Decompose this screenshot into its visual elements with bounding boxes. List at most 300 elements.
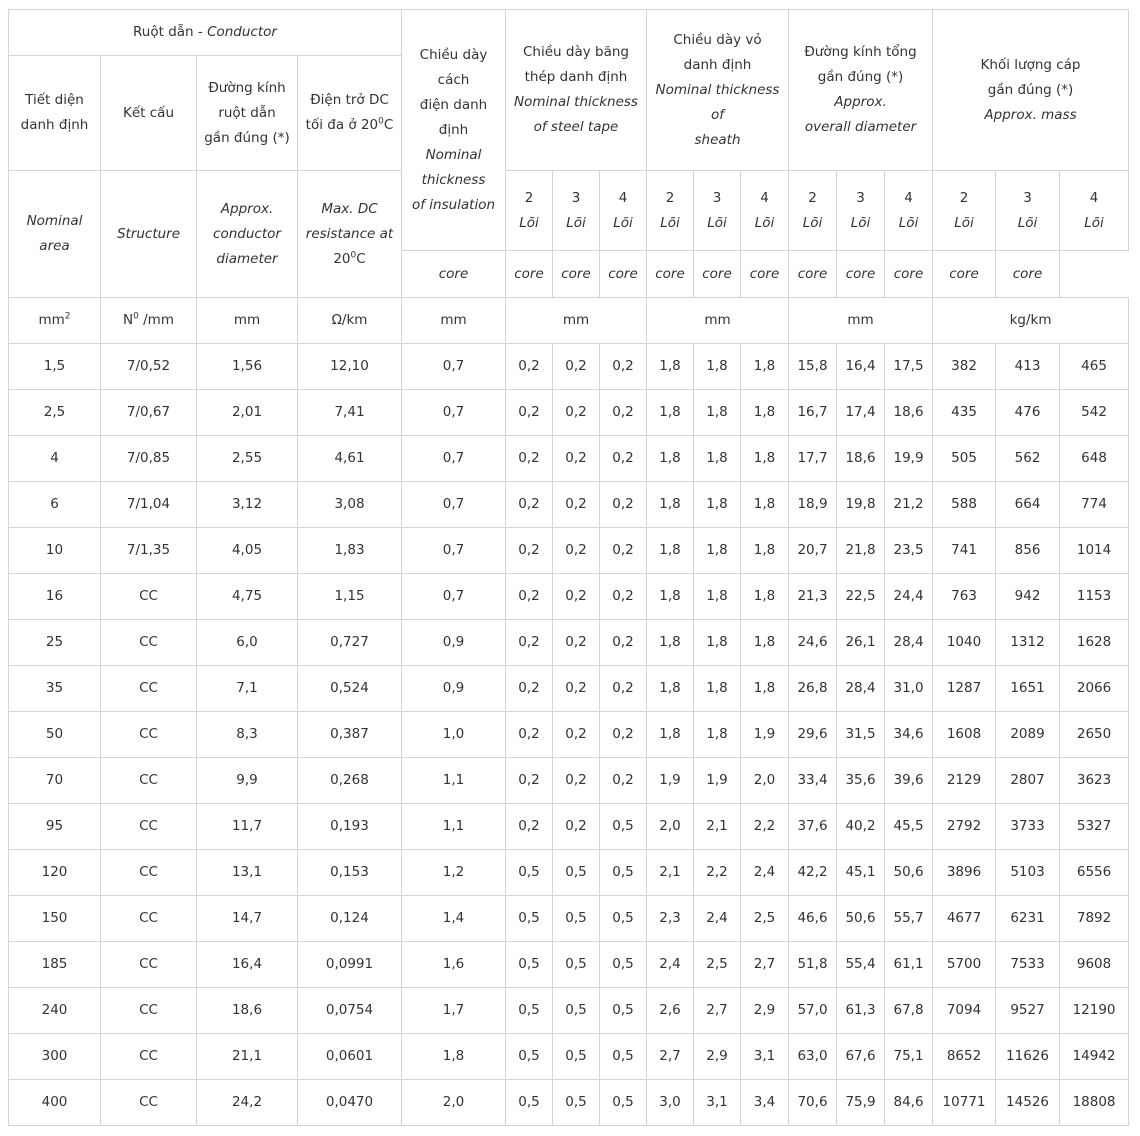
table-cell: 0,9 bbox=[402, 620, 506, 666]
table-cell: 0,5 bbox=[506, 1080, 553, 1126]
table-cell: 0,2 bbox=[506, 482, 553, 528]
table-cell: 14942 bbox=[1060, 1034, 1129, 1080]
table-cell: 50,6 bbox=[885, 850, 933, 896]
table-cell: 3,1 bbox=[741, 1034, 789, 1080]
table-cell: 1,8 bbox=[647, 574, 694, 620]
table-cell: 0,2 bbox=[506, 528, 553, 574]
table-cell: 2066 bbox=[1060, 666, 1129, 712]
unit-resistance: Ω/km bbox=[298, 298, 402, 344]
table-cell: 0,7 bbox=[402, 436, 506, 482]
table-row bbox=[9, 1080, 1129, 1126]
table-cell: 84,6 bbox=[885, 1080, 933, 1126]
table-cell: 34,6 bbox=[885, 712, 933, 758]
table-cell: 0,5 bbox=[553, 1034, 600, 1080]
table-cell: 0,7 bbox=[402, 528, 506, 574]
table-cell: 95 bbox=[9, 804, 101, 850]
table-cell: 35 bbox=[9, 666, 101, 712]
table-cell: CC bbox=[101, 758, 197, 804]
table-cell: 1,8 bbox=[741, 528, 789, 574]
table-row bbox=[9, 344, 1129, 390]
table-cell: 16 bbox=[9, 574, 101, 620]
table-row bbox=[9, 482, 1129, 528]
table-cell: 1,15 bbox=[298, 574, 402, 620]
table-cell: 9608 bbox=[1060, 942, 1129, 988]
table-cell: 26,1 bbox=[837, 620, 885, 666]
table-cell: 0,7 bbox=[402, 390, 506, 436]
table-row bbox=[9, 436, 1129, 482]
sheath-4-core-header: 4 Lõi bbox=[741, 171, 789, 251]
table-cell: 0,0601 bbox=[298, 1034, 402, 1080]
cable-mass-header: Khối lượng cáp gần đúng (*) Approx. mass bbox=[933, 10, 1129, 171]
table-cell: 741 bbox=[933, 528, 996, 574]
table-cell: 61,1 bbox=[885, 942, 933, 988]
table-cell: 1040 bbox=[933, 620, 996, 666]
table-cell: 17,4 bbox=[837, 390, 885, 436]
table-cell: 4,61 bbox=[298, 436, 402, 482]
table-cell: 120 bbox=[9, 850, 101, 896]
table-cell: 3896 bbox=[933, 850, 996, 896]
table-cell: 35,6 bbox=[837, 758, 885, 804]
table-cell: 505 bbox=[933, 436, 996, 482]
table-cell: CC bbox=[101, 1034, 197, 1080]
table-cell: 1,56 bbox=[197, 344, 298, 390]
table-cell: 0,2 bbox=[506, 390, 553, 436]
table-cell: 14,7 bbox=[197, 896, 298, 942]
table-cell: 1,9 bbox=[694, 758, 741, 804]
table-cell: 26,8 bbox=[789, 666, 837, 712]
table-cell: 7/1,04 bbox=[101, 482, 197, 528]
table-cell: 45,5 bbox=[885, 804, 933, 850]
table-cell: 1,8 bbox=[694, 436, 741, 482]
table-cell: 1,8 bbox=[647, 620, 694, 666]
table-cell: 1,8 bbox=[647, 528, 694, 574]
table-cell: 57,0 bbox=[789, 988, 837, 1034]
table-cell: 0,5 bbox=[600, 850, 647, 896]
table-cell: 18808 bbox=[1060, 1080, 1129, 1126]
table-cell: 1651 bbox=[996, 666, 1060, 712]
table-cell: 1,83 bbox=[298, 528, 402, 574]
table-cell: 1,8 bbox=[741, 390, 789, 436]
table-cell: 1,0 bbox=[402, 712, 506, 758]
units-row bbox=[9, 298, 1129, 344]
table-cell: 7892 bbox=[1060, 896, 1129, 942]
table-cell: 40,2 bbox=[837, 804, 885, 850]
unit-mass: kg/km bbox=[933, 298, 1129, 344]
table-cell: 1628 bbox=[1060, 620, 1129, 666]
table-cell: 0,5 bbox=[506, 850, 553, 896]
table-cell: 7,41 bbox=[298, 390, 402, 436]
table-cell: 0,2 bbox=[506, 344, 553, 390]
table-cell: 29,6 bbox=[789, 712, 837, 758]
table-cell: 2792 bbox=[933, 804, 996, 850]
table-cell: 2,4 bbox=[741, 850, 789, 896]
steel-2-core-en: core bbox=[402, 251, 506, 298]
steel-4-core-header: 4 Lõi bbox=[600, 171, 647, 251]
table-cell: 0,5 bbox=[506, 896, 553, 942]
table-cell: 2,7 bbox=[647, 1034, 694, 1080]
table-cell: 21,2 bbox=[885, 482, 933, 528]
unit-overall: mm bbox=[789, 298, 933, 344]
table-cell: 0,5 bbox=[553, 988, 600, 1034]
unit-steel: mm bbox=[506, 298, 647, 344]
table-cell: 1,5 bbox=[9, 344, 101, 390]
table-row bbox=[9, 758, 1129, 804]
table-cell: 3,0 bbox=[647, 1080, 694, 1126]
table-cell: 0,2 bbox=[600, 390, 647, 436]
mass-4-core-en: core bbox=[996, 251, 1060, 298]
table-cell: 0,2 bbox=[600, 666, 647, 712]
table-cell: 67,8 bbox=[885, 988, 933, 1034]
table-cell: 0,2 bbox=[506, 758, 553, 804]
table-cell: 0,2 bbox=[553, 482, 600, 528]
table-cell: 9,9 bbox=[197, 758, 298, 804]
table-cell: 0,5 bbox=[506, 942, 553, 988]
table-cell: 1,8 bbox=[694, 482, 741, 528]
table-cell: 24,6 bbox=[789, 620, 837, 666]
table-cell: 0,727 bbox=[298, 620, 402, 666]
unit-insulation: mm bbox=[402, 298, 506, 344]
table-cell: 9527 bbox=[996, 988, 1060, 1034]
table-cell: 1014 bbox=[1060, 528, 1129, 574]
table-cell: 3,08 bbox=[298, 482, 402, 528]
table-cell: 1608 bbox=[933, 712, 996, 758]
table-cell: 19,9 bbox=[885, 436, 933, 482]
table-cell: 2,6 bbox=[647, 988, 694, 1034]
table-cell: 2,7 bbox=[741, 942, 789, 988]
table-cell: 0,268 bbox=[298, 758, 402, 804]
table-cell: 7/0,85 bbox=[101, 436, 197, 482]
table-cell: 3,12 bbox=[197, 482, 298, 528]
table-cell: 2,0 bbox=[741, 758, 789, 804]
table-cell: 0,193 bbox=[298, 804, 402, 850]
table-cell: 2807 bbox=[996, 758, 1060, 804]
table-cell: 50,6 bbox=[837, 896, 885, 942]
table-cell: 16,4 bbox=[837, 344, 885, 390]
table-cell: 7,1 bbox=[197, 666, 298, 712]
table-cell: 31,5 bbox=[837, 712, 885, 758]
table-cell: 1,9 bbox=[741, 712, 789, 758]
table-cell: 0,5 bbox=[600, 1080, 647, 1126]
table-cell: 18,6 bbox=[197, 988, 298, 1034]
table-cell: CC bbox=[101, 942, 197, 988]
table-cell: 0,5 bbox=[506, 1034, 553, 1080]
table-cell: 1,8 bbox=[741, 482, 789, 528]
table-cell: 382 bbox=[933, 344, 996, 390]
table-cell: 0,2 bbox=[600, 482, 647, 528]
table-cell: 0,2 bbox=[600, 712, 647, 758]
table-cell: 1,8 bbox=[741, 436, 789, 482]
table-cell: 1,8 bbox=[741, 666, 789, 712]
table-cell: 3623 bbox=[1060, 758, 1129, 804]
table-cell: 2,7 bbox=[694, 988, 741, 1034]
table-cell: 70,6 bbox=[789, 1080, 837, 1126]
table-row bbox=[9, 850, 1129, 896]
dc-resistance-header-vi: Điện trở DC tối đa ở $20^0C$ bbox=[298, 56, 402, 171]
table-cell: 70 bbox=[9, 758, 101, 804]
table-cell: 5700 bbox=[933, 942, 996, 988]
table-cell: 0,524 bbox=[298, 666, 402, 712]
table-cell: 0,2 bbox=[553, 528, 600, 574]
cable-spec-table bbox=[8, 9, 1129, 1126]
steel-tape-header: Chiều dày băng thép danh định Nominal thickness of steel tape bbox=[506, 10, 647, 171]
table-cell: 10771 bbox=[933, 1080, 996, 1126]
table-cell: 0,153 bbox=[298, 850, 402, 896]
table-row bbox=[9, 620, 1129, 666]
table-cell: 2,2 bbox=[741, 804, 789, 850]
overall-3-core-en: core bbox=[789, 251, 837, 298]
table-cell: 0,2 bbox=[506, 804, 553, 850]
table-cell: 1,2 bbox=[402, 850, 506, 896]
table-cell: 0,2 bbox=[506, 666, 553, 712]
table-cell: 0,2 bbox=[553, 344, 600, 390]
table-cell: 0,2 bbox=[553, 620, 600, 666]
table-cell: 2089 bbox=[996, 712, 1060, 758]
table-row bbox=[9, 528, 1129, 574]
table-cell: 2,3 bbox=[647, 896, 694, 942]
table-cell: 0,2 bbox=[600, 528, 647, 574]
table-cell: 25 bbox=[9, 620, 101, 666]
table-cell: CC bbox=[101, 804, 197, 850]
table-cell: 6,0 bbox=[197, 620, 298, 666]
table-cell: 0,0754 bbox=[298, 988, 402, 1034]
sheath-4-core-en: core bbox=[694, 251, 741, 298]
structure-header-en: Structure bbox=[101, 171, 197, 298]
table-cell: 542 bbox=[1060, 390, 1129, 436]
table-cell: 16,7 bbox=[789, 390, 837, 436]
table-cell: 1153 bbox=[1060, 574, 1129, 620]
table-cell: 51,8 bbox=[789, 942, 837, 988]
steel-4-core-en: core bbox=[553, 251, 600, 298]
table-cell: 12190 bbox=[1060, 988, 1129, 1034]
overall-diameter-header: Đường kính tổng gần đúng (*) Approx. overall diameter bbox=[789, 10, 933, 171]
table-cell: 0,2 bbox=[600, 620, 647, 666]
table-cell: 13,1 bbox=[197, 850, 298, 896]
table-cell: 14526 bbox=[996, 1080, 1060, 1126]
table-cell: 1,8 bbox=[402, 1034, 506, 1080]
table-cell: 1,8 bbox=[647, 482, 694, 528]
table-cell: 39,6 bbox=[885, 758, 933, 804]
table-cell: 4 bbox=[9, 436, 101, 482]
sheath-thickness-header: Chiều dày vỏ danh định Nominal thickness of sheath bbox=[647, 10, 789, 171]
sheath-2-core-en: core bbox=[600, 251, 647, 298]
overall-2-core-header: 2 Lõi bbox=[789, 171, 837, 251]
table-cell: 1,1 bbox=[402, 804, 506, 850]
table-cell: 2,5 bbox=[694, 942, 741, 988]
table-cell: 400 bbox=[9, 1080, 101, 1126]
table-cell: 2129 bbox=[933, 758, 996, 804]
table-cell: 6 bbox=[9, 482, 101, 528]
table-cell: 0,2 bbox=[600, 344, 647, 390]
table-cell: 8,3 bbox=[197, 712, 298, 758]
table-cell: 0,2 bbox=[506, 436, 553, 482]
table-cell: 2,1 bbox=[647, 850, 694, 896]
table-cell: 0,2 bbox=[506, 620, 553, 666]
table-cell: 11,7 bbox=[197, 804, 298, 850]
table-cell: 0,387 bbox=[298, 712, 402, 758]
table-row bbox=[9, 804, 1129, 850]
table-cell: 4,05 bbox=[197, 528, 298, 574]
table-cell: 10 bbox=[9, 528, 101, 574]
table-cell: 7/1,35 bbox=[101, 528, 197, 574]
table-cell: 240 bbox=[9, 988, 101, 1034]
table-row bbox=[9, 574, 1129, 620]
table-cell: 1312 bbox=[996, 620, 1060, 666]
table-cell: 0,0470 bbox=[298, 1080, 402, 1126]
table-cell: 185 bbox=[9, 942, 101, 988]
unit-sheath: mm bbox=[647, 298, 789, 344]
table-cell: 5327 bbox=[1060, 804, 1129, 850]
table-cell: 1,8 bbox=[647, 436, 694, 482]
table-cell: 18,6 bbox=[885, 390, 933, 436]
sheath-2-core-header: 2 Lõi bbox=[647, 171, 694, 251]
table-cell: CC bbox=[101, 1080, 197, 1126]
table-row bbox=[9, 988, 1129, 1034]
table-cell: 0,2 bbox=[600, 574, 647, 620]
table-cell: 0,9 bbox=[402, 666, 506, 712]
mass-2-core-header: 2 Lõi bbox=[933, 171, 996, 251]
table-cell: 0,5 bbox=[553, 850, 600, 896]
table-cell: 0,2 bbox=[553, 804, 600, 850]
table-cell: 1,9 bbox=[647, 758, 694, 804]
table-cell: 1,4 bbox=[402, 896, 506, 942]
table-cell: CC bbox=[101, 574, 197, 620]
table-cell: 55,4 bbox=[837, 942, 885, 988]
table-cell: 0,5 bbox=[600, 896, 647, 942]
table-cell: CC bbox=[101, 850, 197, 896]
table-cell: CC bbox=[101, 896, 197, 942]
table-cell: 0,5 bbox=[600, 1034, 647, 1080]
steel-2-core-header: 2 Lõi bbox=[506, 171, 553, 251]
mass-3-core-en: core bbox=[933, 251, 996, 298]
table-cell: 0,2 bbox=[553, 666, 600, 712]
table-cell: 15,8 bbox=[789, 344, 837, 390]
table-cell: 1,8 bbox=[741, 620, 789, 666]
table-cell: 17,5 bbox=[885, 344, 933, 390]
table-cell: 8652 bbox=[933, 1034, 996, 1080]
table-cell: 7/0,52 bbox=[101, 344, 197, 390]
overall-4-core-header: 4 Lõi bbox=[885, 171, 933, 251]
table-cell: 0,7 bbox=[402, 344, 506, 390]
dc-resistance-header-en: Max. DC resistance at $20^0C$ bbox=[298, 171, 402, 298]
table-cell: 2,0 bbox=[647, 804, 694, 850]
table-cell: 2,9 bbox=[694, 1034, 741, 1080]
table-cell: 4,75 bbox=[197, 574, 298, 620]
table-cell: 2650 bbox=[1060, 712, 1129, 758]
table-cell: 3733 bbox=[996, 804, 1060, 850]
table-cell: 12,10 bbox=[298, 344, 402, 390]
table-cell: 1,8 bbox=[694, 344, 741, 390]
steel-3-core-header: 3 Lõi bbox=[553, 171, 600, 251]
table-cell: 17,7 bbox=[789, 436, 837, 482]
table-cell: 0,124 bbox=[298, 896, 402, 942]
table-cell: 21,3 bbox=[789, 574, 837, 620]
table-cell: 0,2 bbox=[553, 712, 600, 758]
table-cell: 0,5 bbox=[553, 1080, 600, 1126]
conductor-diameter-header-en: Approx. conductor diameter bbox=[197, 171, 298, 298]
table-cell: CC bbox=[101, 666, 197, 712]
table-cell: 28,4 bbox=[837, 666, 885, 712]
overall-3-core-header: 3 Lõi bbox=[837, 171, 885, 251]
nominal-area-header-vi: Tiết diện danh định bbox=[9, 56, 101, 171]
table-cell: 476 bbox=[996, 390, 1060, 436]
table-cell: 1,1 bbox=[402, 758, 506, 804]
table-row bbox=[9, 942, 1129, 988]
table-cell: CC bbox=[101, 620, 197, 666]
table-cell: 150 bbox=[9, 896, 101, 942]
table-cell: 50 bbox=[9, 712, 101, 758]
table-cell: 75,1 bbox=[885, 1034, 933, 1080]
table-cell: 18,9 bbox=[789, 482, 837, 528]
table-cell: 23,5 bbox=[885, 528, 933, 574]
structure-header-vi: Kết cấu bbox=[101, 56, 197, 171]
table-cell: 67,6 bbox=[837, 1034, 885, 1080]
table-cell: 1,8 bbox=[647, 390, 694, 436]
table-cell: 0,2 bbox=[553, 574, 600, 620]
table-cell: 37,6 bbox=[789, 804, 837, 850]
table-cell: 45,1 bbox=[837, 850, 885, 896]
table-row bbox=[9, 390, 1129, 436]
overall-4-core-en: core bbox=[837, 251, 885, 298]
table-cell: 1287 bbox=[933, 666, 996, 712]
table-cell: 2,4 bbox=[694, 896, 741, 942]
table-cell: 21,8 bbox=[837, 528, 885, 574]
table-cell: 46,6 bbox=[789, 896, 837, 942]
table-cell: 1,8 bbox=[694, 574, 741, 620]
table-cell: 465 bbox=[1060, 344, 1129, 390]
conductor-diameter-header-vi: Đường kính ruột dẫn gần đúng (*) bbox=[197, 56, 298, 171]
table-cell: 562 bbox=[996, 436, 1060, 482]
table-cell: 1,8 bbox=[741, 344, 789, 390]
table-cell: 648 bbox=[1060, 436, 1129, 482]
table-cell: 20,7 bbox=[789, 528, 837, 574]
table-cell: 2,9 bbox=[741, 988, 789, 1034]
table-cell: 75,9 bbox=[837, 1080, 885, 1126]
table-cell: 0,7 bbox=[402, 574, 506, 620]
table-cell: 2,4 bbox=[647, 942, 694, 988]
table-cell: 435 bbox=[933, 390, 996, 436]
table-cell: 774 bbox=[1060, 482, 1129, 528]
table-cell: 1,8 bbox=[647, 666, 694, 712]
table-cell: 2,5 bbox=[741, 896, 789, 942]
header-row-1 bbox=[9, 10, 1129, 56]
table-cell: 0,2 bbox=[506, 712, 553, 758]
table-cell: 763 bbox=[933, 574, 996, 620]
table-cell: 0,5 bbox=[553, 942, 600, 988]
table-cell: 588 bbox=[933, 482, 996, 528]
table-cell: 42,2 bbox=[789, 850, 837, 896]
table-cell: 4677 bbox=[933, 896, 996, 942]
table-cell: 31,0 bbox=[885, 666, 933, 712]
table-cell: 0,2 bbox=[553, 758, 600, 804]
table-cell: 16,4 bbox=[197, 942, 298, 988]
table-cell: 6231 bbox=[996, 896, 1060, 942]
table-cell: 3,1 bbox=[694, 1080, 741, 1126]
unit-area: $mm^2$ bbox=[9, 298, 101, 344]
table-cell: 942 bbox=[996, 574, 1060, 620]
table-cell: 7/0,67 bbox=[101, 390, 197, 436]
conductor-group-header: Ruột dẫn - Conductor bbox=[9, 10, 402, 56]
table-cell: 5103 bbox=[996, 850, 1060, 896]
table-cell: 2,55 bbox=[197, 436, 298, 482]
insulation-thickness-header: Chiều dày cách điện danh định Nominal thickness of insulation bbox=[402, 10, 506, 251]
overall-2-core-en: core bbox=[741, 251, 789, 298]
table-cell: 33,4 bbox=[789, 758, 837, 804]
table-cell: 61,3 bbox=[837, 988, 885, 1034]
table-cell: 28,4 bbox=[885, 620, 933, 666]
table-cell: 6556 bbox=[1060, 850, 1129, 896]
table-cell: 664 bbox=[996, 482, 1060, 528]
table-row bbox=[9, 712, 1129, 758]
